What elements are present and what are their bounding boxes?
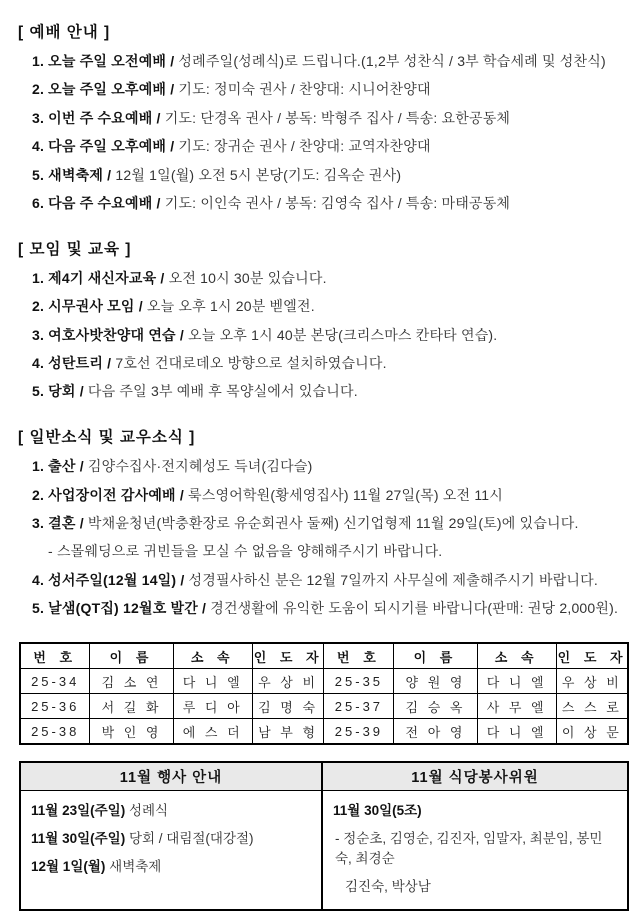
list-item (32, 326, 627, 345)
item-text: 오늘 오후 1시 20분 벧엘전. (146, 298, 315, 315)
list-item (32, 382, 627, 401)
item-label: 5. 날샘(QT집) 12월호 발간 / (32, 600, 207, 617)
col-header: 번 호 (20, 643, 90, 669)
event-date: 11월 30일(주일) (31, 831, 126, 847)
col-header: 이 름 (394, 643, 477, 669)
list-item (32, 354, 627, 373)
cell-guide: 우 상 비 (556, 669, 628, 694)
section-meetings (18, 237, 627, 401)
item-text: 기도: 장귀순 권사 / 찬양대: 교역자찬양대 (178, 138, 431, 155)
cell-name: 김 승 옥 (394, 694, 477, 719)
item-text: 기도: 이인숙 권사 / 봉독: 김영숙 집사 / 특송: 마태공동체 (164, 194, 511, 211)
event-text: 성례식 (128, 803, 169, 819)
item-label: 2. 사업장이전 감사예배 / (32, 486, 184, 503)
section-news-title: [ 일반소식 및 교우소식 ] (18, 429, 196, 447)
cell-group: 루 디 아 (173, 694, 252, 719)
cell-guide: 우 상 비 (252, 669, 324, 694)
cell-number: 25-39 (324, 719, 394, 745)
cell-guide: 이 상 문 (556, 719, 628, 745)
item-text: 기도: 정미숙 권사 / 찬양대: 시니어찬양대 (178, 81, 431, 98)
col-header: 이 름 (90, 643, 173, 669)
cell-name: 서 길 화 (90, 694, 173, 719)
item-label: 3. 여호사밧찬양대 연습 / (32, 326, 184, 343)
event-line (31, 855, 311, 875)
item-label: 2. 시무권사 모임 / (32, 298, 143, 315)
event-box (19, 761, 322, 911)
col-header: 소 속 (173, 643, 252, 669)
list-item (32, 571, 627, 590)
cell-guide: 김 명 숙 (252, 694, 324, 719)
list-item (32, 457, 627, 476)
list-item (32, 137, 627, 156)
list-item (32, 486, 627, 505)
cell-guide: 남 부 형 (252, 719, 324, 745)
col-header: 번 호 (324, 643, 394, 669)
item-text: 김양수집사·전지혜성도 득녀(김다슬) (87, 458, 313, 475)
item-text: 7호선 건대로데오 방향으로 설치하였습니다. (115, 355, 387, 372)
cell-number: 25-34 (20, 669, 90, 694)
cell-number: 25-35 (324, 669, 394, 694)
bottom-boxes (19, 761, 629, 911)
volunteer-box (322, 761, 629, 911)
event-date: 12월 1일(월) (31, 859, 106, 875)
list-item-note: - 스몰웨딩으로 귀빈들을 모실 수 없음을 양해해주시기 바랍니다. (48, 543, 443, 560)
list-item (32, 297, 627, 316)
item-text: 오늘 오후 1시 40분 본당(크리스마스 칸타타 연습). (188, 326, 498, 343)
event-line (31, 827, 311, 847)
item-text: 성례주일(성례식)로 드립니다.(1,2부 성찬식 / 3부 학습세례 및 성찬식) (178, 53, 606, 69)
cell-name: 박 인 영 (90, 719, 173, 745)
list-item (32, 166, 627, 185)
cell-number: 25-37 (324, 694, 394, 719)
registration-table (19, 642, 629, 745)
cell-number: 25-36 (20, 694, 90, 719)
item-text: 성경필사하신 분은 12월 7일까지 사무실에 제출해주시기 바랍니다. (188, 571, 598, 588)
list-item (32, 194, 627, 213)
item-label: 5. 새벽축제 / (32, 166, 112, 183)
section-worship-title: [ 예배 안내 ] (18, 24, 111, 41)
volunteer-box-title: 11월 식당봉사위원 (323, 763, 627, 791)
event-text: 당회 / 대림절(대강절) (128, 831, 254, 847)
section-news (18, 425, 627, 618)
cell-group: 에 스 더 (173, 719, 252, 745)
volunteer-box-body (323, 791, 627, 909)
item-text: 룩스영어학원(황세영집사) 11월 27일(목) 오전 11시 (188, 486, 503, 503)
item-label: 1. 출산 / (32, 458, 84, 475)
list-item (32, 80, 627, 99)
section-worship (18, 20, 627, 213)
event-date: 11월 23일(주일) (31, 803, 126, 819)
event-text: 새벽축제 (109, 859, 162, 875)
item-label: 1. 오늘 주일 오전예배 / (32, 53, 175, 69)
item-text: 12월 1일(월) 오전 5시 본당(기도: 김옥순 권사) (115, 166, 402, 183)
cell-group: 사 무 엘 (477, 694, 556, 719)
cell-name: 양 원 영 (394, 669, 477, 694)
list-item (32, 52, 627, 71)
item-label: 3. 이번 주 수요예배 / (32, 109, 161, 126)
col-header: 소 속 (477, 643, 556, 669)
item-label: 5. 당회 / (32, 383, 84, 400)
table-row (20, 719, 628, 745)
col-header: 인 도 자 (252, 643, 324, 669)
col-header: 인 도 자 (556, 643, 628, 669)
cell-name: 전 아 영 (394, 719, 477, 745)
cell-group: 다 니 엘 (173, 669, 252, 694)
cell-name: 김 소 연 (90, 669, 173, 694)
cell-guide: 스 스 로 (556, 694, 628, 719)
item-text: 기도: 단경옥 권사 / 봉독: 박형주 집사 / 특송: 요한공동체 (164, 109, 511, 126)
list-item (32, 109, 627, 128)
item-label: 2. 오늘 주일 오후예배 / (32, 81, 175, 98)
volunteer-group-label: 11월 30일(5조) (333, 803, 422, 819)
item-label: 1. 제4기 새신자교육 / (32, 269, 165, 286)
event-line (31, 799, 311, 819)
table-header-row (20, 643, 628, 669)
item-text: 다음 주일 3부 예배 후 목양실에서 있습니다. (87, 383, 358, 400)
table-row (20, 669, 628, 694)
volunteer-group (333, 799, 617, 819)
cell-group: 다 니 엘 (477, 719, 556, 745)
event-box-body (21, 791, 321, 889)
item-label: 4. 성탄트리 / (32, 355, 112, 372)
item-label: 3. 결혼 / (32, 515, 84, 532)
list-item (32, 599, 627, 618)
item-text: 박채윤청년(박충환장로 유순회권사 둘째) 신기업형제 11월 29일(토)에 있습니다. (87, 515, 579, 532)
list-item (32, 269, 627, 288)
table-row (20, 694, 628, 719)
section-meetings-title: [ 모임 및 교육 ] (18, 240, 132, 258)
cell-group: 다 니 엘 (477, 669, 556, 694)
event-box-title: 11월 행사 안내 (21, 763, 321, 791)
item-text: 경건생활에 유익한 도움이 되시기를 바랍니다(판매: 권당 2,000원). (210, 600, 619, 617)
volunteer-names-line: 김진숙, 박상남 (345, 879, 431, 895)
item-text: 오전 10시 30분 있습니다. (168, 269, 327, 286)
item-label: 4. 다음 주일 오후예배 / (32, 138, 175, 155)
volunteer-names-line: - 정순초, 김영순, 김진자, 임말자, 최분임, 봉민숙, 최경순 (335, 831, 603, 867)
list-item (32, 514, 627, 533)
cell-number: 25-38 (20, 719, 90, 745)
item-label: 4. 성서주일(12월 14일) / (32, 571, 185, 588)
item-label: 6. 다음 주 수요예배 / (32, 194, 161, 211)
